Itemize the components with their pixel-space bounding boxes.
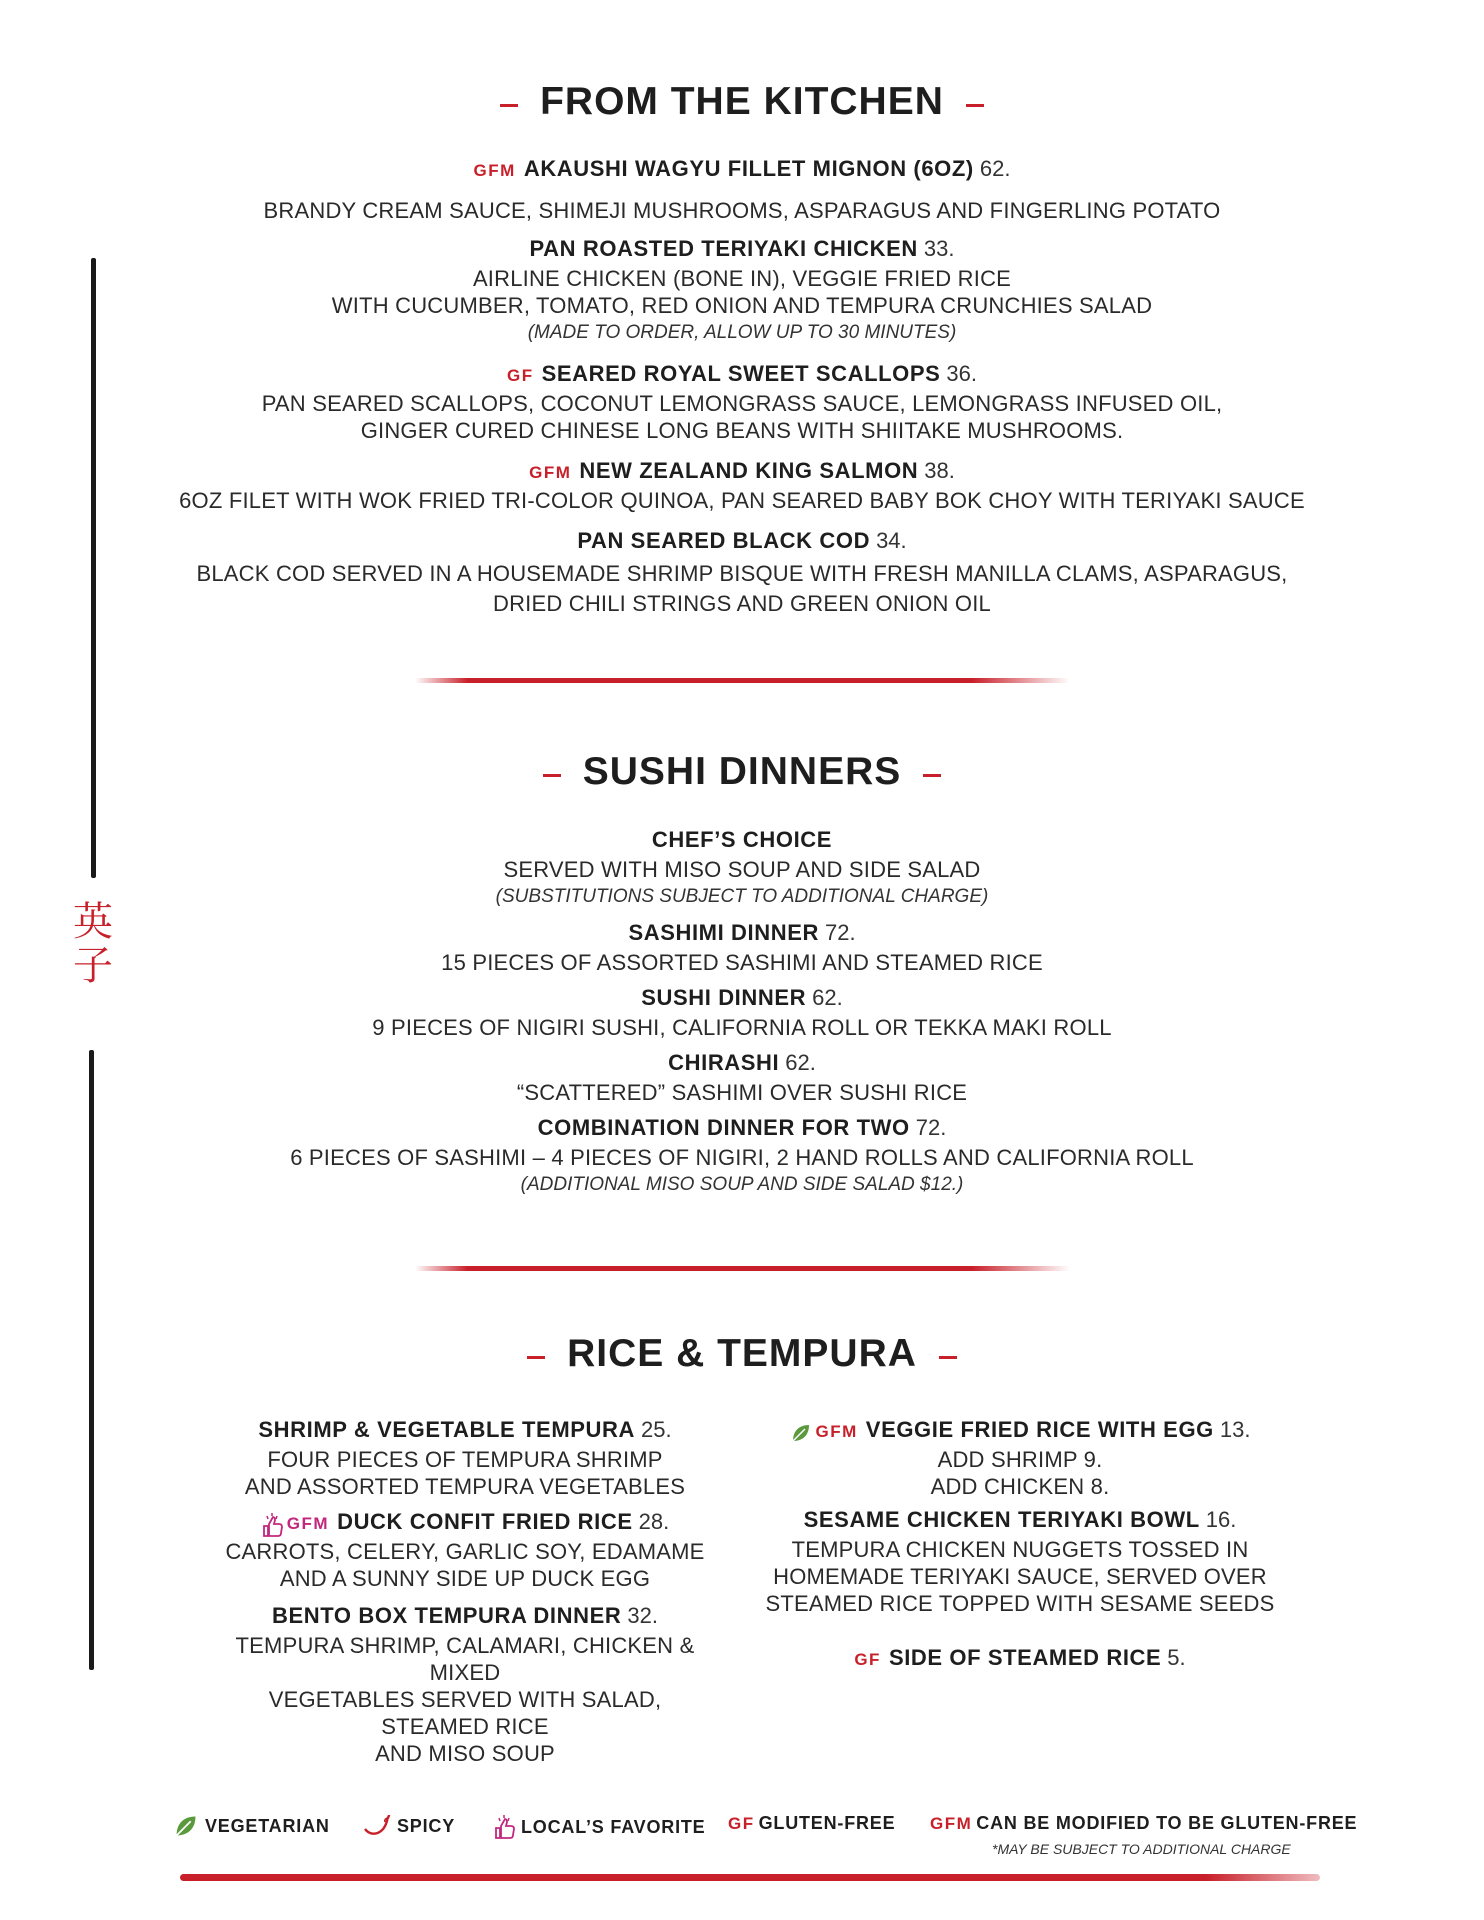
section-heading-kitchen: [0, 80, 1484, 124]
item-note: (SUBSTITUTIONS SUBJECT TO ADDITIONAL CHARGE): [495, 886, 989, 907]
gfm-tag: GFM: [930, 1813, 973, 1833]
item-description: 9 PIECES OF NIGIRI SUSHI, CALIFORNIA ROLL OR TEKKA MAKI ROLL: [372, 1015, 1112, 1040]
menu-item-bento-box: [215, 1602, 715, 1767]
gfm-tag: GFM: [815, 1422, 858, 1441]
kanji-logo-bottom: 子: [73, 943, 113, 989]
legend-locals-favorite: [493, 1813, 705, 1841]
heading-dash-right: [923, 774, 941, 777]
menu-item-chirashi: [0, 1049, 1484, 1106]
item-price: 62.: [785, 1050, 816, 1075]
item-description: SERVED WITH MISO SOUP AND SIDE SALAD: [503, 857, 981, 882]
menu-item-salmon: [0, 457, 1484, 514]
gfm-tag: GFM: [286, 1514, 330, 1533]
chili-pepper-icon: [363, 1813, 391, 1839]
item-name: VEGGIE FRIED RICE WITH EGG: [865, 1417, 1214, 1442]
bottom-brush-stroke: [180, 1874, 1320, 1881]
item-description: 6 PIECES OF SASHIMI – 4 PIECES OF NIGIRI, 2 HAND ROLLS AND CALIFORNIA ROLL: [290, 1145, 1194, 1170]
menu-item-scallops: [0, 360, 1484, 444]
menu-item-sushi-dinner: [0, 984, 1484, 1041]
heading-dash-left: [543, 774, 561, 777]
menu-item-steamed-rice: [760, 1644, 1280, 1674]
gf-tag: GF: [506, 366, 534, 385]
section-divider: [415, 1266, 1070, 1271]
item-description: ADD CHICKEN 8.: [930, 1474, 1110, 1499]
item-description: DRIED CHILI STRINGS AND GREEN ONION OIL: [493, 591, 991, 616]
section-title: FROM THE KITCHEN: [540, 80, 944, 123]
legend-label: SPICY: [397, 1815, 456, 1836]
section-title: SUSHI DINNERS: [582, 750, 902, 793]
item-description: TEMPURA CHICKEN NUGGETS TOSSED IN: [791, 1537, 1249, 1562]
item-price: 38.: [924, 458, 955, 483]
gf-tag: GF: [728, 1813, 755, 1833]
item-description: ADD SHRIMP 9.: [937, 1447, 1103, 1472]
legend-footnote: *MAY BE SUBJECT TO ADDITIONAL CHARGE: [992, 1841, 1291, 1857]
heading-dash-left: [527, 1356, 545, 1359]
item-name: SUSHI DINNER: [641, 985, 807, 1010]
section-heading-sushi: [0, 750, 1484, 794]
menu-item-combination-dinner: [0, 1114, 1484, 1198]
menu-item-sashimi-dinner: [0, 919, 1484, 976]
vegetarian-icon: [790, 1422, 812, 1444]
item-name: SHRIMP & VEGETABLE TEMPURA: [258, 1417, 635, 1442]
legend-label: LOCAL’S FAVORITE: [521, 1816, 706, 1837]
legend-modifiable: [930, 1813, 1357, 1834]
item-price: 5.: [1167, 1645, 1186, 1670]
menu-item-shrimp-tempura: [215, 1416, 715, 1500]
item-name: SESAME CHICKEN TERIYAKI BOWL: [803, 1507, 1200, 1532]
item-price: 28.: [638, 1509, 670, 1534]
menu-item-wagyu: [0, 155, 1484, 224]
item-description: BLACK COD SERVED IN A HOUSEMADE SHRIMP BISQUE WITH FRESH MANILLA CLAMS, ASPARAGUS,: [196, 561, 1288, 586]
item-description: AIRLINE CHICKEN (BONE IN), VEGGIE FRIED RICE: [472, 266, 1012, 291]
heading-dash-left: [500, 104, 518, 107]
item-description: VEGETABLES SERVED WITH SALAD, STEAMED RICE: [268, 1687, 662, 1739]
item-price: 72.: [824, 920, 856, 945]
item-name: PAN SEARED BLACK COD: [577, 528, 871, 553]
menu-item-black-cod: [0, 527, 1484, 617]
section-heading-rice: [0, 1332, 1484, 1376]
gfm-tag: GFM: [529, 463, 572, 482]
item-description: FOUR PIECES OF TEMPURA SHRIMP: [267, 1447, 663, 1472]
item-description: TEMPURA SHRIMP, CALAMARI, CHICKEN & MIXED: [235, 1633, 695, 1685]
heading-dash-right: [966, 104, 984, 107]
item-description: AND MISO SOUP: [375, 1741, 555, 1766]
item-description: STEAMED RICE TOPPED WITH SESAME SEEDS: [765, 1591, 1275, 1616]
locals-favorite-icon: [261, 1512, 283, 1538]
item-price: 36.: [946, 361, 978, 386]
item-price: 25.: [641, 1417, 672, 1442]
gf-tag: GF: [854, 1650, 881, 1669]
item-description: “SCATTERED” SASHIMI OVER SUSHI RICE: [516, 1080, 968, 1105]
item-price: 34.: [876, 528, 907, 553]
section-title: RICE & TEMPURA: [567, 1332, 917, 1375]
item-name: NEW ZEALAND KING SALMON: [579, 458, 919, 483]
heading-dash-right: [939, 1356, 957, 1359]
legend-vegetarian: [173, 1813, 330, 1839]
item-price: 32.: [627, 1603, 658, 1628]
section-divider: [415, 678, 1070, 683]
item-description: PAN SEARED SCALLOPS, COCONUT LEMONGRASS SAUCE, LEMONGRASS INFUSED OIL,: [261, 391, 1223, 416]
item-name: CHEF’S CHOICE: [651, 827, 833, 852]
item-description: AND ASSORTED TEMPURA VEGETABLES: [244, 1474, 686, 1499]
item-description: CARROTS, CELERY, GARLIC SOY, EDAMAME: [225, 1539, 705, 1564]
menu-item-duck-confit: [215, 1508, 715, 1592]
item-name: CHIRASHI: [668, 1050, 780, 1075]
item-name: PAN ROASTED TERIYAKI CHICKEN: [529, 236, 918, 261]
item-note: (MADE TO ORDER, ALLOW UP TO 30 MINUTES): [527, 322, 957, 343]
item-name: SEARED ROYAL SWEET SCALLOPS: [541, 361, 941, 386]
menu-item-sesame-chicken: [760, 1506, 1280, 1617]
item-name: BENTO BOX TEMPURA DINNER: [272, 1603, 622, 1628]
item-description: BRANDY CREAM SAUCE, SHIMEJI MUSHROOMS, ASPARAGUS AND FINGERLING POTATO: [263, 198, 1221, 223]
item-name: DUCK CONFIT FRIED RICE: [337, 1509, 633, 1534]
item-note: (ADDITIONAL MISO SOUP AND SIDE SALAD $12.): [520, 1174, 964, 1195]
item-price: 62.: [812, 985, 843, 1010]
item-description: WITH CUCUMBER, TOMATO, RED ONION AND TEMPURA CRUNCHIES SALAD: [331, 293, 1153, 318]
legend-gluten-free: [728, 1813, 895, 1834]
item-price: 13.: [1219, 1417, 1251, 1442]
kanji-logo-top: 英: [73, 899, 113, 945]
item-description: GINGER CURED CHINESE LONG BEANS WITH SHIITAKE MUSHROOMS.: [360, 418, 1124, 443]
item-name: AKAUSHI WAGYU FILLET MIGNON (6OZ): [523, 156, 974, 181]
item-description: HOMEMADE TERIYAKI SAUCE, SERVED OVER: [773, 1564, 1267, 1589]
item-price: 33.: [923, 236, 955, 261]
legend-label: CAN BE MODIFIED TO BE GLUTEN-FREE: [976, 1813, 1358, 1833]
menu-item-teriyaki-chicken: [0, 235, 1484, 346]
item-price: 62.: [979, 156, 1011, 181]
vegetarian-icon: [173, 1813, 199, 1839]
legend-spicy: [363, 1813, 455, 1839]
menu-item-chefs-choice: [0, 826, 1484, 910]
item-price: 16.: [1205, 1507, 1237, 1532]
legend-label: VEGETARIAN: [205, 1815, 330, 1836]
item-name: SIDE OF STEAMED RICE: [888, 1645, 1162, 1670]
menu-item-veggie-fried-rice: [760, 1416, 1280, 1500]
locals-favorite-icon: [493, 1813, 515, 1841]
item-name: COMBINATION DINNER FOR TWO: [537, 1115, 910, 1140]
item-name: SASHIMI DINNER: [628, 920, 819, 945]
gfm-tag: GFM: [473, 161, 516, 180]
item-description: AND A SUNNY SIDE UP DUCK EGG: [279, 1566, 651, 1591]
item-description: 6OZ FILET WITH WOK FRIED TRI-COLOR QUINOA, PAN SEARED BABY BOK CHOY WITH TERIYAKI SAUCE: [179, 488, 1305, 513]
legend-label: GLUTEN-FREE: [758, 1813, 896, 1833]
item-price: 72.: [915, 1115, 947, 1140]
item-description: 15 PIECES OF ASSORTED SASHIMI AND STEAMED RICE: [441, 950, 1043, 975]
